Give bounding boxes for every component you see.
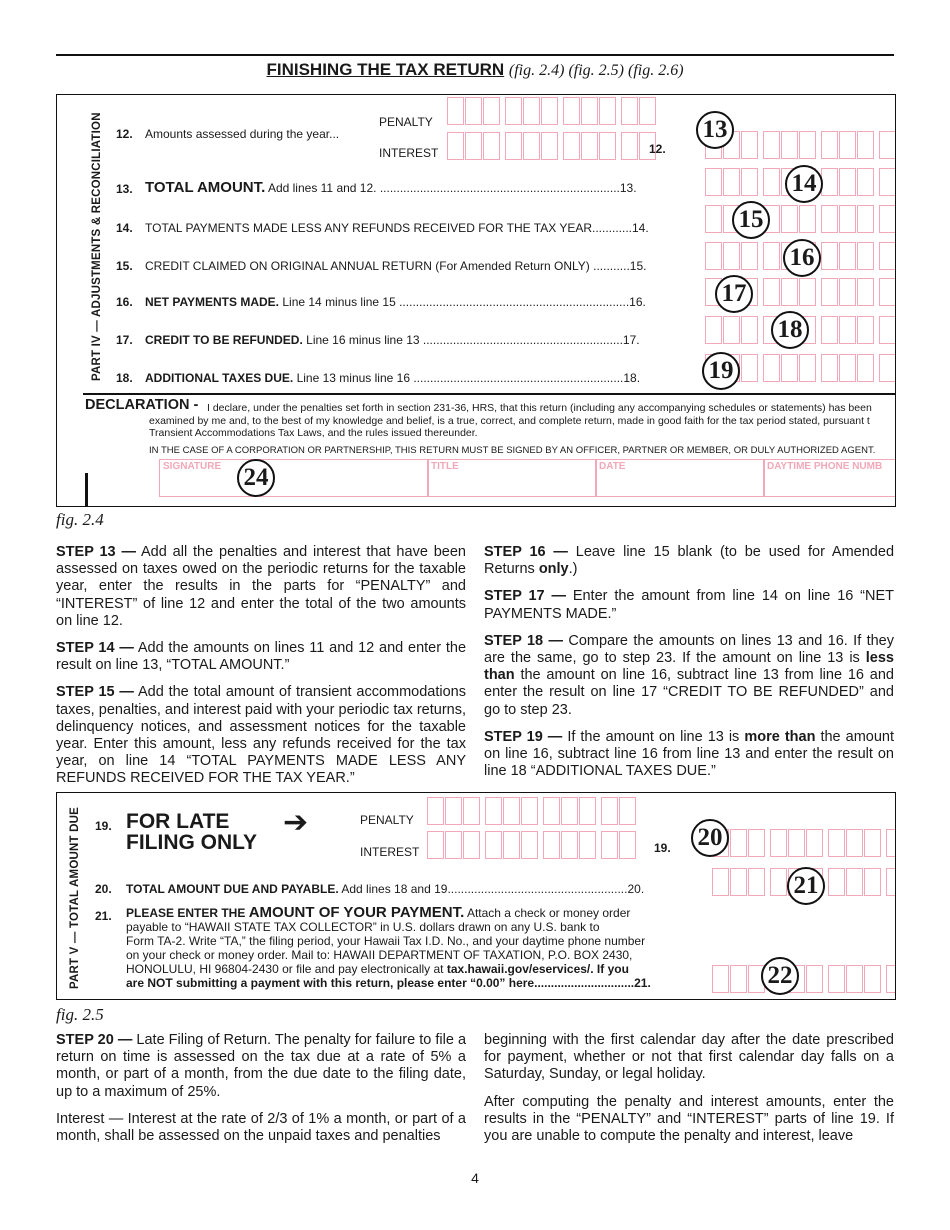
step-20-column — [56, 1032, 466, 1155]
late-filing-heading: FOR LATE FILING ONLY — [126, 810, 258, 854]
signature-label: SIGNATURE — [163, 461, 222, 472]
line-14-label: TOTAL PAYMENTS MADE LESS ANY REFUNDS RECEIVED FOR THE TAX YEAR............14. — [145, 221, 649, 235]
line-12-interest-label: INTEREST — [379, 146, 439, 160]
line-15-label: CREDIT CLAIMED ON ORIGINAL ANNUAL RETURN (For Amended Return ONLY) ...........15. — [145, 259, 647, 273]
line-17-label: CREDIT TO BE REFUNDED. Line 16 minus line 13 ............................................................17. — [145, 333, 640, 347]
line-18-number: 18. — [116, 371, 133, 385]
title-label: TITLE — [431, 461, 459, 472]
line-16-label: NET PAYMENTS MADE. Line 14 minus line 15 .....................................................................16. — [145, 295, 646, 309]
step-19: STEP 19 — If the amount on line 13 is more than the amount on line 16, subtract line 16 from line 13 and enter the result on line 18 “ADDITIONAL TAXES DUE.” — [484, 728, 895, 780]
step-17: STEP 17 — Enter the amount from line 14 on line 16 “NET PAYMENTS MADE.” — [484, 588, 895, 622]
declaration-line-3: Transient Accommodations Tax Laws, and the rules issued thereunder. — [149, 427, 478, 439]
callout-17: 17 — [715, 275, 753, 313]
line-13-number: 13. — [116, 182, 133, 196]
callout-21: 21 — [787, 867, 825, 905]
page-title: FINISHING THE TAX RETURN (fig. 2.4) (fig. 2.5) (fig. 2.6) — [266, 60, 684, 79]
corner-mark — [85, 473, 88, 507]
declaration-title: DECLARATION - — [85, 397, 199, 413]
line-13-label: TOTAL AMOUNT. Add lines 11 and 12. ........................................................................13. — [145, 179, 637, 196]
line-21-field[interactable] — [712, 965, 896, 993]
line-12-number: 12. — [116, 127, 133, 141]
step-18: STEP 18 — Compare the amounts on lines 13 and 16. If they are the same, go to step 23. If the amount on line 13 is less than the amount on line 16, subtract line 13 from line 16 and enter the result on line 17 “CREDIT TO BE REFUNDED” and go to step 23. — [484, 632, 894, 718]
interest-continued: beginning with the first calendar day after the date prescribed for payment, whether or not that first calendar day falls on a Saturday, Sunday, or legal holiday. — [484, 1032, 894, 1083]
line-19-number: 19. — [95, 819, 112, 833]
declaration-line-2: examined by me and, to the best of my knowledge and belief, is a true, correct, and complete return, made in good faith for the tax period stated, pursuant t — [149, 415, 870, 427]
line-17-number: 17. — [116, 333, 133, 347]
line-16-number: 16. — [116, 295, 133, 309]
declaration-line-1: I declare, under the penalties set forth in section 231-36, HRS, that this return (including any accompanying schedules or statements) has been — [207, 402, 872, 414]
callout-16: 16 — [783, 239, 821, 277]
date-label: DATE — [599, 461, 626, 472]
line-12-total-field[interactable] — [705, 131, 896, 159]
line-12-penalty-label: PENALTY — [379, 115, 433, 129]
callout-19: 19 — [702, 352, 740, 390]
step-20: STEP 20 — Late Filing of Return. The penalty for failure to file a return on time is assessed on the tax due at a rate of 5% a month, or part of a month, from the due date to the filing date, up to a maximum of 25%. — [56, 1032, 467, 1100]
interest-paragraph: Interest — Interest at the rate of 2/3 of 1% a month, or part of a month, shall be assessed on the unpaid taxes and penalties — [56, 1110, 466, 1145]
callout-15: 15 — [732, 201, 770, 239]
step-14: STEP 14 — Add the amounts on lines 11 and 12 and enter the result on line 13, “TOTAL AMOUNT.” — [56, 640, 467, 674]
top-rule — [56, 54, 894, 56]
steps-16-19 — [484, 544, 894, 790]
part4-form — [56, 94, 896, 507]
phone-label: DAYTIME PHONE NUMB — [767, 461, 883, 472]
fig-2-4-caption: fig. 2.4 — [56, 510, 104, 529]
part4-side-label: PART IV — ADJUSTMENTS & RECONCILIATION — [91, 112, 103, 381]
line-12-penalty-field[interactable] — [447, 97, 657, 125]
arrow-icon: ➔ — [283, 806, 309, 839]
step-16: STEP 16 — Leave line 15 blank (to be used for Amended Returns only.) — [484, 544, 895, 578]
corporation-note: IN THE CASE OF A CORPORATION OR PARTNERSHIP, THIS RETURN MUST BE SIGNED BY AN OFFICER, PARTNER OR MEMBER, OR DULY AUTHORIZED AGENT. — [149, 445, 876, 456]
line-21-text: PLEASE ENTER THE AMOUNT OF YOUR PAYMENT. Attach a check or money order payable to “HAWAII STATE TAX COLLECTOR” in U.S. dollars drawn on any U.S. bank to Form TA-2. Write “TA,” the filing period, your Hawaii Tax I.D. No., and your daytime phone number on your check or money order. Mail to: HAWAII DEPARTMENT OF TAXATION, P.O. BOX 2430, HONOLULU, HI 96804-2430 or file and pay electronically at tax.hawaii.gov/eservices/. If you are NOT submitting a payment with this return, please enter “0.00” here..............................21. — [126, 904, 651, 990]
line-21-number: 21. — [95, 909, 112, 923]
line-12-ref: 12. — [649, 142, 666, 156]
line-12-label: Amounts assessed during the year... — [145, 127, 340, 141]
line-12-interest-field[interactable] — [447, 132, 657, 160]
callout-20: 20 — [691, 819, 729, 857]
step-13: STEP 13 — Add all the penalties and interest that have been assessed on taxes owed on the periodic returns for the taxable year, enter the results in the parts for “PENALTY” and “INTEREST” of line 12 and enter the total of the two amounts on line 12. — [56, 544, 466, 629]
line-14-number: 14. — [116, 221, 133, 235]
callout-22: 22 — [761, 957, 799, 995]
part5-form — [56, 792, 896, 1000]
line-19-ref: 19. — [654, 841, 671, 855]
step-20-continued — [484, 1032, 894, 1155]
callout-14: 14 — [785, 165, 823, 203]
fig-2-5-caption: fig. 2.5 — [56, 1005, 104, 1024]
line-19-total-field[interactable] — [712, 829, 896, 857]
callout-24: 24 — [237, 459, 275, 497]
callout-18: 18 — [771, 311, 809, 349]
line-20-label: TOTAL AMOUNT DUE AND PAYABLE. Add lines 18 and 19......................................................20. — [126, 882, 645, 896]
penalty-compute-paragraph: After computing the penalty and interest amounts, enter the results in the “PENALTY” and “INTEREST” parts of line 19. If you are unable to compute the penalty and interest, leave — [484, 1093, 894, 1145]
page-number: 4 — [471, 1170, 479, 1186]
line-19-interest-field[interactable] — [427, 831, 637, 859]
line-18-label: ADDITIONAL TAXES DUE. Line 13 minus line 16 ...............................................................18. — [145, 371, 641, 385]
steps-13-15 — [56, 544, 466, 798]
line-19-interest-label: INTEREST — [360, 845, 420, 859]
part5-side-label: PART V — TOTAL AMOUNT DUE — [69, 807, 81, 989]
line-20-number: 20. — [95, 882, 112, 896]
line-15-number: 15. — [116, 259, 133, 273]
line-19-penalty-field[interactable] — [427, 797, 637, 825]
callout-13: 13 — [696, 111, 734, 149]
declaration-rule — [83, 393, 895, 395]
step-15: STEP 15 — Add the total amount of transient accommodations taxes, penalties, and interest paid with your periodic tax returns, delinquency notices, and assessment notices for the taxable year. Enter this amount, less any refunds received for the tax year, on line 14 “TOTAL PAYMENTS MADE LESS ANY REFUNDS RECEIVED FOR THE TAX YEAR.” — [56, 684, 466, 787]
line-19-penalty-label: PENALTY — [360, 813, 414, 827]
